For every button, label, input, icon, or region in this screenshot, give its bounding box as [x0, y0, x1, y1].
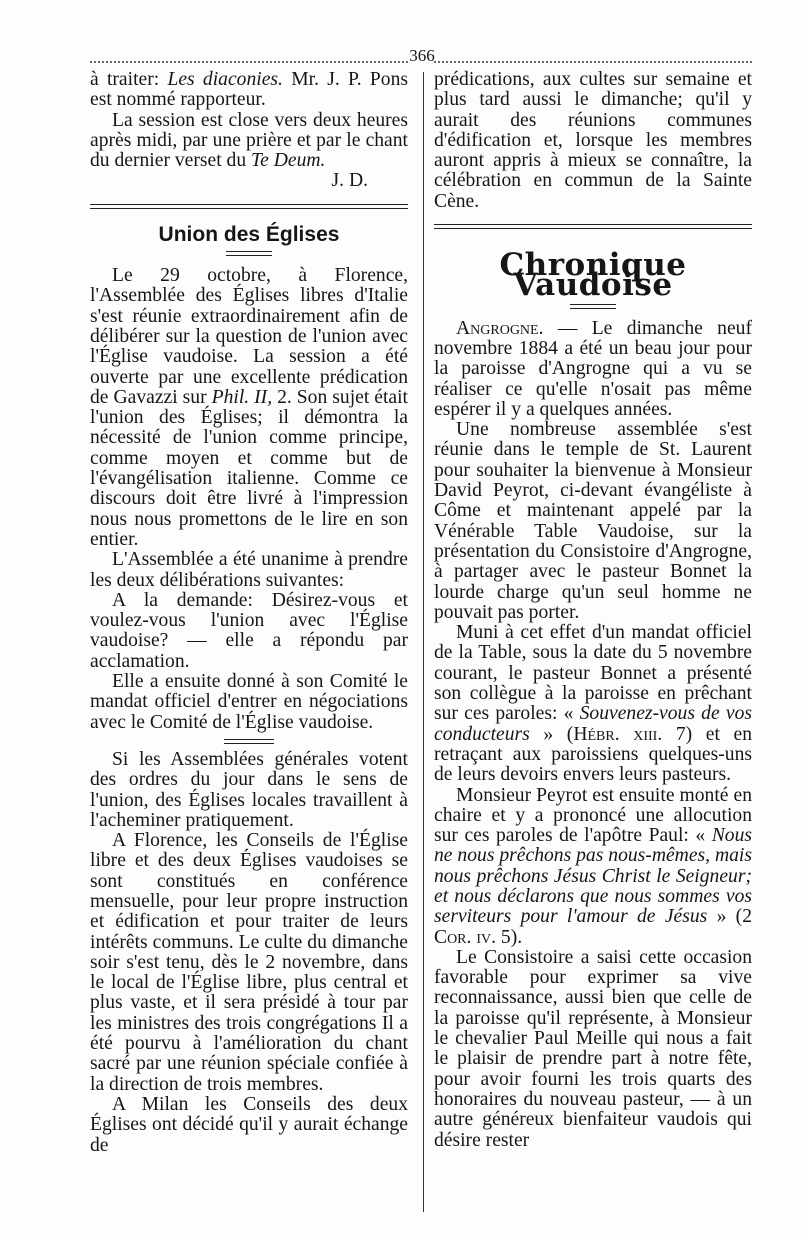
paragraph: Le Consistoire a saisi cette occasion favorable pour exprimer sa vive reconnaissance, aussi bien que celle de la paroisse qu'il représente, à Monsieur le chevalier Paul Meille qui nous a fait le plaisir de prendre part à notre fête, pour avoir fourni les trois quarts des honoraires du nouveau pasteur, — à un autre généreux bienfaiteur vaudois qui désire rester — [434, 946, 752, 1151]
ornament-rule — [224, 739, 274, 744]
paragraph: Elle a ensuite donné à son Comité le mandat officiel d'entrer en négociations avec le Comité de l'Église vaudoise. — [90, 671, 408, 733]
paragraph: A la demande: Désirez-vous et voulez-vous l'union avec l'Église vaudoise? — elle a répondu par acclamation. — [90, 589, 408, 672]
paragraph: Si les Assemblées générales votent des ordres du jour dans le sens de l'union, des Églises locales travaillent à l'acheminer pratiquement. — [90, 748, 408, 831]
paragraph: Le 29 octobre, à Florence, l'Assemblée des Églises libres d'Italie s'est réunie extraordinairement afin de délibérer sur la question de l'union avec l'Église vaudoise. La session a été ouverte par une excellente prédication de Gavazzi sur Phil. II, 2. Son sujet était l'union des Églises; il démontra la nécessité de l'union comme principe, comme moyen et comme but de l'évangélisation italienne. Comme ce discours doit être livré à l'impression nous nous promettons de le lire en son entier. — [90, 265, 408, 550]
paragraph: Angrogne. — Le dimanche neuf novembre 1884 a été un beau jour pour la paroisse d'Angrogne qui a vu se réaliser ce qu'elle n'osait pas même espérer il y a quelques années. — [434, 317, 752, 420]
page-number: 366 — [409, 46, 435, 65]
section-separator — [434, 224, 752, 229]
right-column — [434, 70, 752, 1151]
ornament-rule — [570, 304, 616, 309]
paragraph: Monsieur Peyrot est ensuite monté en chaire et y a prononcé une allocution sur ces paroles de l'apôtre Paul: « Nous ne nous prêchons pas nous-mêmes, mais nous prêchons Jésus Christ le Seigneur; et nous déclarons que nous sommes vos serviteurs pour l'amour de Jésus » (2 Cor. iv. 5). — [434, 784, 752, 948]
paragraph: A Florence, les Conseils de l'Église libre et des deux Églises vaudoises se sont constitués en conférence mensuelle, pour leur propre instruction et édification et pour traiter de leurs intérêts communs. Le culte du dimanche soir s'est tenu, dès le 2 novembre, dans le local de l'Église libre, plus central et plus vaste, et il sera présidé à tour par les ministres des trois congrégations Il a été pourvu à l'amélioration du chant sacré par une réunion spéciale confiée à la direction de trois membres. — [90, 830, 408, 1095]
left-column — [90, 70, 408, 1156]
signature: J. D. — [331, 170, 368, 192]
paragraph: Muni à cet effet d'un mandat officiel de la Table, sous la date du 5 novembre courant, le pasteur Bonnet a présenté son collègue à la paroisse en prêchant sur ces paroles: « Souvenez-vous de vos conducteurs » (Hébr. xiii. 7) et en retraçant aux paroissiens quelques-uns de leurs devoirs envers leurs pasteurs. — [434, 622, 752, 786]
paragraph: prédications, aux cultes sur semaine et plus tard aussi le dimanche; qu'il y aurait des réunions communes d'édification et, lorsque les membres auront appris à mieux se connaître, la célébration en commun de la Sainte Cène. — [434, 69, 752, 212]
paragraph: Une nombreuse assemblée s'est réunie dans le temple de St. Laurent pour souhaiter la bienvenue à Monsieur David Peyrot, ci-devant évangéliste à Côme et maintenant appelé par la Vénérable Table Vaudoise, sur la présentation du Consistoire d'Angrogne, à partager avec le pasteur Bonnet la lourde charge qu'un seul homme ne pouvait pas porter. — [434, 419, 752, 623]
column-divider — [423, 72, 424, 1212]
paragraph: A Milan les Conseils des deux Églises ont décidé qu'il y aurait échange de — [90, 1093, 408, 1156]
paragraph: L'Assemblée a été unanime à prendre les deux délibérations suivantes: — [90, 549, 408, 591]
paragraph: à traiter: Les diaconies. Mr. J. P. Pons est nommé rapporteur. — [90, 69, 409, 111]
header-rule-left — [90, 61, 408, 63]
ornament-rule — [226, 251, 272, 256]
header-rule-right — [434, 61, 752, 63]
section-separator — [90, 204, 408, 209]
section-title-chronique: Chronique Vaudoise — [499, 247, 687, 304]
paragraph: La session est close vers deux heures après midi, par une prière et par le chant du dernier verset du Te Deum. — [90, 109, 408, 172]
section-title-union: Union des Églises — [158, 222, 340, 246]
